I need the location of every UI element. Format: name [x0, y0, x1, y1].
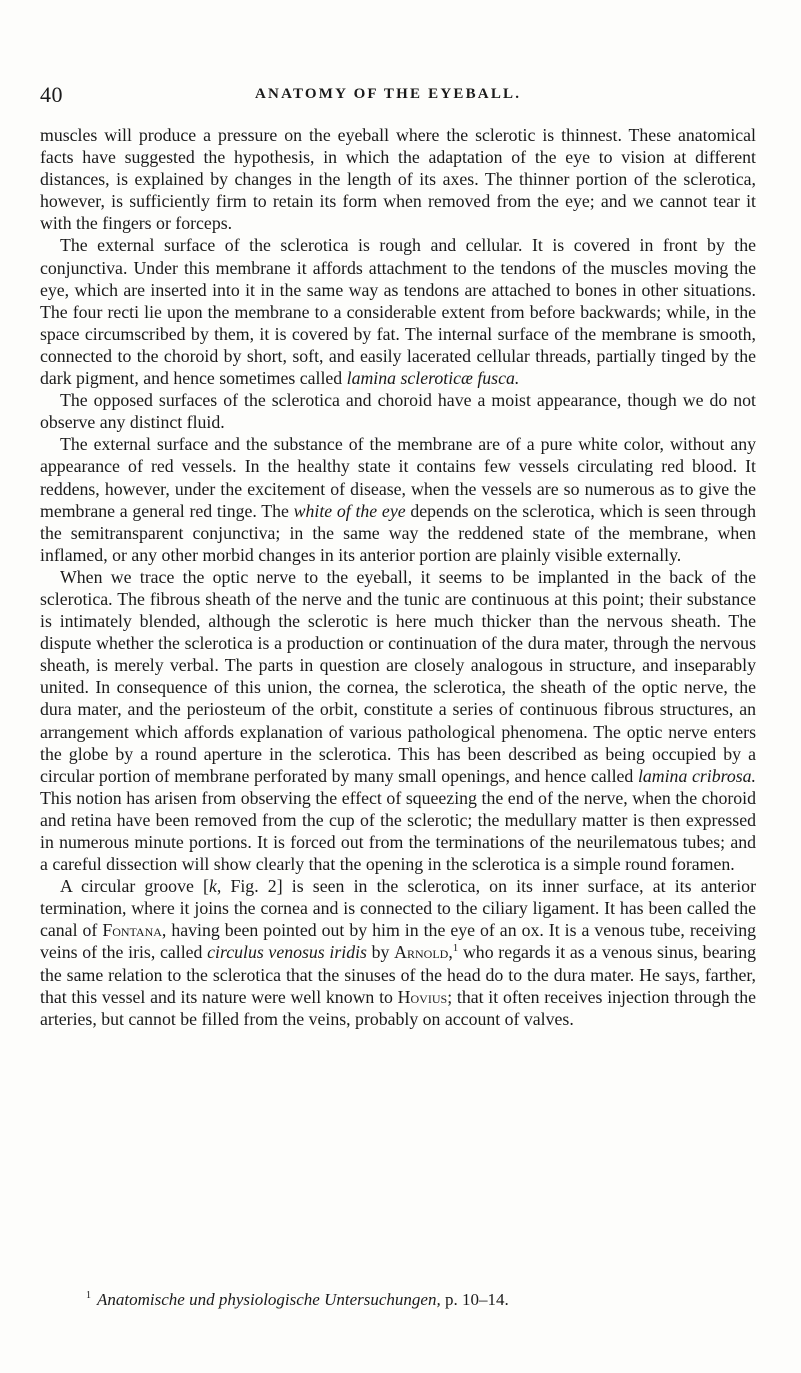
paragraph-5	[40, 566, 756, 875]
footnote-title: Anatomische und physiologische Untersuchungen,	[97, 1290, 441, 1309]
page-header	[40, 82, 755, 112]
paragraph-5-text-b: This notion has arisen from observing the effect of squeezing the end of the nerve, when the choroid and retina have been removed from the cup of the sclerotic; the medullary matter is then expressed in numerous minute portions. It is forced out from the terminations of the neurilematous tubes; and a careful dissection will show clearly that the opening in the sclerotica is a simple round foramen.	[40, 787, 756, 875]
paragraph-6-text-f: ; that it often receives injection through the arteries, but cannot be filled from the veins, probably on account of valves.	[40, 986, 756, 1029]
footnote-marker: 1	[86, 1290, 91, 1302]
paragraph-6-text-d: by	[366, 942, 395, 963]
paragraph-1-text: muscles will produce a pressure on the eyeball where the sclerotic is thinnest. These anatomical facts have suggested the hypothesis, in which the adaptation of the eye to vision at different distances, is explained by changes in the length of its axes. The thinner portion of the sclerotica, however, is sufficiently firm to retain its form when removed from the eye; and we cannot tear it with the fingers or forceps.	[40, 125, 756, 234]
paragraph-4	[40, 433, 756, 566]
paragraph-2	[40, 234, 756, 389]
paragraph-5-text-a: When we trace the optic nerve to the eyeball, it seems to be implanted in the back of the sclerotica. The fibrous sheath of the nerve and the tunic are continuous at this point; their substance is intimately blended, although the sclerotic is here much thicker than the nervous sheath. The dispute whether the sclerotica is a production or continuation of the dura mater, through the nervous sheath, is merely verbal. The parts in question are closely analogous in structure, and inseparably united. In consequence of this union, the cornea, the sclerotica, the sheath of the optic nerve, the dura mater, and the periosteum of the orbit, constitute a series of continuous fibrous structures, an arrangement which affords explanation of various pathological phenomena. The optic nerve enters the globe by a round aperture in the sclerotica. This has been described as being occupied by a circular portion of membrane perforated by many small openings, and hence called	[40, 566, 756, 786]
paragraph-1	[40, 124, 756, 234]
running-head: ANATOMY OF THE EYEBALL.	[255, 86, 522, 102]
footnote-pages: p. 10–14.	[440, 1290, 509, 1309]
paragraph-6-text-e: who regards it as a venous sinus, bearing the same relation to the sclerotica that the sinuses of the head do to the dura mater. He says, farther, that this vessel and its nature were well known to	[40, 942, 757, 1007]
term-white-of-the-eye: white of the eye	[293, 500, 406, 521]
name-fontana: Fontana	[102, 920, 162, 941]
paragraph-3	[40, 389, 756, 433]
paragraph-6	[40, 875, 756, 1030]
name-arnold: Arnold	[394, 942, 449, 963]
term-lamina-scleroticae-fusca: lamina scleroticæ fusca.	[346, 368, 520, 389]
paragraph-6-text-a: A circular groove [	[60, 876, 209, 897]
paragraph-2-text: The external surface of the sclerotica is rough and cellular. It is covered in front by the conjunctiva. Under this membrane it affords attachment to the tendons of the muscles moving the eye, which are inserted into it in the same way as tendons are attached to bones in other situations. The four recti lie upon the membrane to a considerable extent from before backwards; while, in the space circumscribed by them, it is covered by fat. The internal surface of the membrane is smooth, connected to the choroid by short, soft, and easily lacerated cellular threads, partially tinged by the dark pigment, and hence sometimes called	[40, 235, 756, 389]
paragraph-3-text: The opposed surfaces of the sclerotica and choroid have a moist appearance, though we do not observe any distinct fluid.	[40, 390, 756, 433]
footnote	[86, 1290, 756, 1310]
paragraph-4-text-b: depends on the sclerotica, which is seen through the semitransparent conjunctiva; in the same way the reddened state of the membrane, when inflamed, or any other morbid changes in its anterior portion are plainly visible externally.	[40, 500, 757, 565]
footnote-ref-marker: 1	[452, 942, 459, 955]
figure-ref-k: k	[208, 876, 217, 897]
paragraph-6-text-c: , having been pointed out by him in the eye of an ox. It is a venous tube, receiving veins of the iris, called	[40, 920, 756, 963]
paragraph-6-text-b: , Fig. 2] is seen in the sclerotica, on its inner surface, at its anterior termination, where it joins the cornea and is connected to the ciliary ligament. It has been called the canal of	[40, 876, 756, 941]
page-number: 40	[40, 82, 63, 107]
name-hovius: Hovius	[397, 986, 448, 1007]
body-text	[40, 124, 756, 1030]
term-lamina-cribrosa: lamina cribrosa.	[637, 765, 756, 786]
paragraph-4-text-a: The external surface and the substance of the membrane are of a pure white color, without any appearance of red vessels. In the healthy state it contains few vessels circulating red blood. It reddens, however, under the excitement of disease, when the vessels are so numerous as to give the membrane a general red tinge. The	[40, 434, 756, 521]
term-circulus-venosus-iridis: circulus venosus iridis	[207, 942, 367, 963]
footnote-reference: ,$^1$	[448, 942, 459, 963]
